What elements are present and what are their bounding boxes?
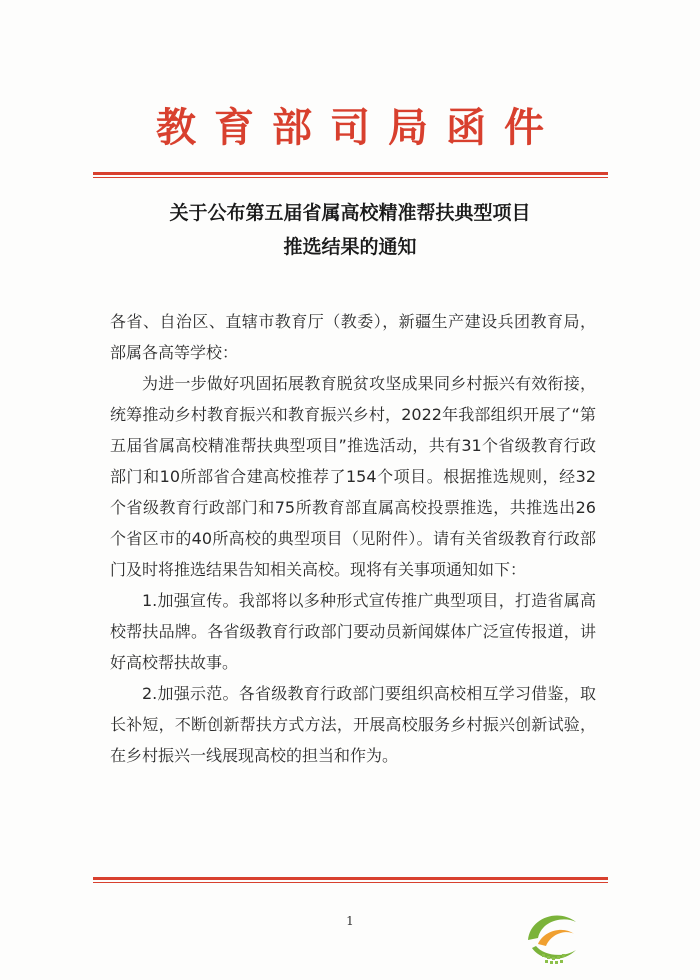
document-title-line-2: 推选结果的通知: [283, 236, 417, 258]
document-title: [0, 196, 700, 264]
document-title-line-1: 关于公布第五届省属高校精准帮扶典型项目: [169, 202, 531, 224]
masthead-title: 教育部司局函件: [156, 104, 562, 151]
document-body: [110, 306, 596, 771]
paragraph-intro: 为进一步做好巩固拓展教育脱贫攻坚成果同乡村振兴有效衔接，统筹推动乡村教育振兴和教育振兴乡村，2022年我部组织开展了“第五届省属高校精准帮扶典型项目”推选活动，共有31个省级教育行政部门和10所部省合建高校推荐了154个项目。根据推选规则，经32个省级教育行政部门和75所教育部直属高校投票推选，共推选出26个省区市的40所高校的典型项目（见附件）。请有关省级教育行政部门及时将推选结果告知相关高校。现将有关事项通知如下：: [110, 374, 596, 579]
masthead-divider: [93, 172, 608, 178]
paragraph-item-1: 1.加强宣传。我部将以多种形式宣传推广典型项目，打造省属高校帮扶品牌。各省级教育行政部门要动员新闻媒体广泛宣传报道，讲好高校帮扶故事。: [110, 591, 596, 672]
salutation: 各省、自治区、直辖市教育厅（教委），新疆生产建设兵团教育局，部属各高等学校：: [110, 312, 596, 362]
emblem-logo-icon: [518, 900, 588, 970]
footer-divider: [93, 877, 608, 883]
paragraph-item-2: 2.加强示范。各省级教育行政部门要组织高校相互学习借鉴，取长补短，不断创新帮扶方式方法，开展高校服务乡村振兴创新试验，在乡村振兴一线展现高校的担当和作为。: [110, 684, 596, 765]
page-number: 1: [346, 914, 354, 928]
